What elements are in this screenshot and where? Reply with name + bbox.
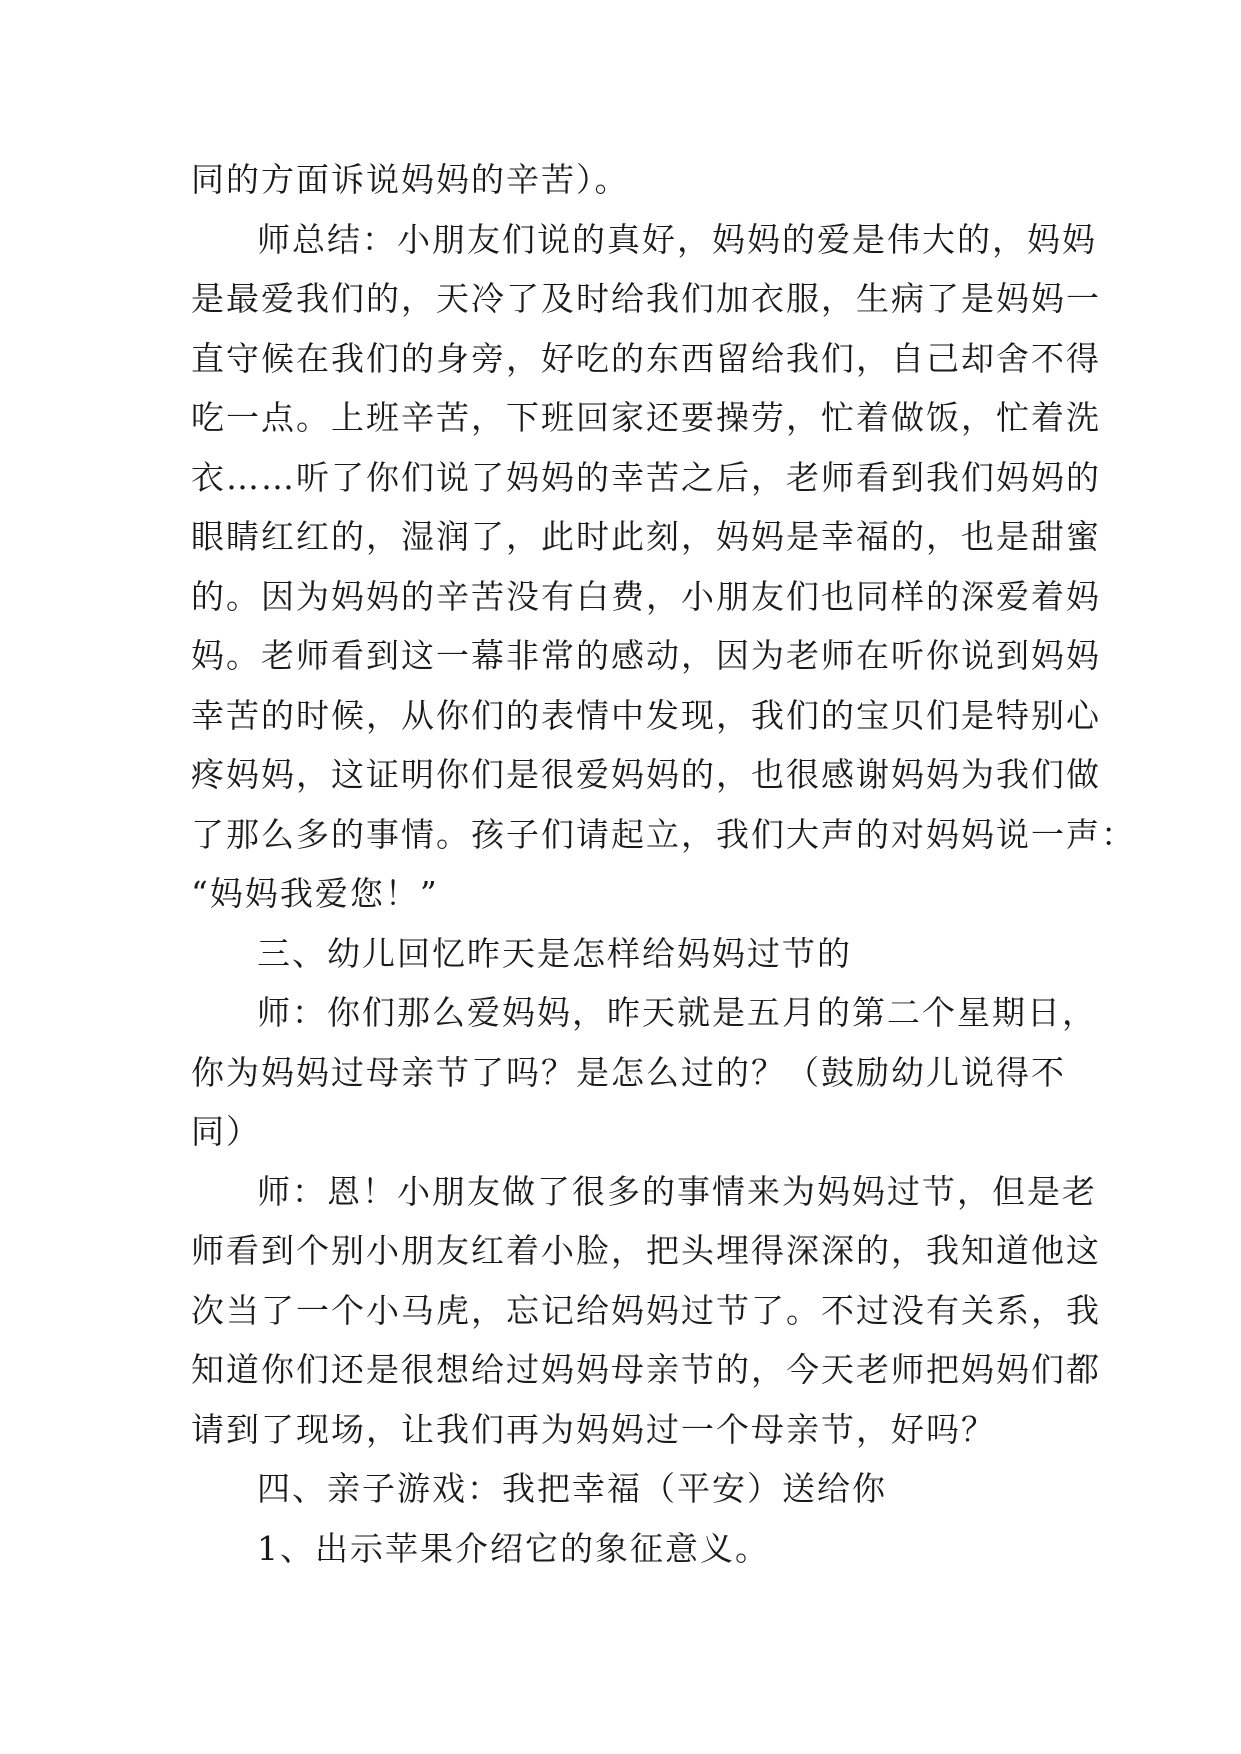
text-line: 了那么多的事情。孩子们请起立，我们大声的对妈妈说一声： bbox=[191, 814, 1136, 854]
text-line: 的。因为妈妈的辛苦没有白费，小朋友们也同样的深爱着妈 bbox=[191, 576, 1101, 616]
text-line: 吃一点。上班辛苦，下班回家还要操劳，忙着做饭，忙着洗 bbox=[191, 398, 1101, 437]
text-line: 幸苦的时候，从你们的表情中发现，我们的宝贝们是特别心 bbox=[191, 695, 1101, 735]
section-heading-four bbox=[191, 1459, 1061, 1519]
section-heading-three bbox=[191, 924, 1061, 984]
text-line: 你为妈妈过母亲节了吗？是怎么过的？（鼓励幼儿说得不 bbox=[191, 1052, 1066, 1092]
list-item-one bbox=[191, 1519, 1061, 1579]
text-line: 眼睛红红的，湿润了，此时此刻，妈妈是幸福的，也是甜蜜 bbox=[191, 517, 1101, 556]
text-line: 师：恩！小朋友做了很多的事情来为妈妈过节，但是老 bbox=[257, 1171, 1097, 1211]
paragraph-continuation bbox=[191, 150, 1061, 210]
text-line: 三、幼儿回忆昨天是怎样给妈妈过节的 bbox=[257, 933, 852, 973]
paragraph-teacher-response bbox=[191, 1162, 1101, 1460]
paragraph-teacher-summary bbox=[191, 210, 1136, 924]
text-line: 师：你们那么爱妈妈，昨天就是五月的第二个星期日， bbox=[257, 993, 1097, 1032]
text-line: 师总结：小朋友们说的真好，妈妈的爱是伟大的，妈妈 bbox=[257, 219, 1097, 259]
text-line: 妈。老师看到这一幕非常的感动，因为老师在听你说到妈妈 bbox=[191, 636, 1101, 675]
text-line: 次当了一个小马虎，忘记给妈妈过节了。不过没有关系，我 bbox=[191, 1290, 1101, 1330]
paragraph-teacher-question bbox=[191, 983, 1097, 1162]
text-line: 疼妈妈，这证明你们是很爱妈妈的，也很感谢妈妈为我们做 bbox=[191, 755, 1101, 794]
text-line: 同的方面诉说妈妈的辛苦）。 bbox=[191, 160, 630, 199]
text-line: 是最爱我们的，天冷了及时给我们加衣服，生病了是妈妈一 bbox=[191, 279, 1101, 318]
text-line: 同） bbox=[191, 1112, 261, 1151]
text-line: 衣……听了你们说了妈妈的幸苦之后，老师看到我们妈妈的 bbox=[191, 457, 1101, 497]
text-line: “妈妈我爱您！” bbox=[191, 874, 439, 913]
text-line: 1、出示苹果介绍它的象征意义。 bbox=[257, 1528, 770, 1568]
text-line: 知道你们还是很想给过妈妈母亲节的，今天老师把妈妈们都 bbox=[191, 1350, 1101, 1389]
text-line: 请到了现场，让我们再为妈妈过一个母亲节，好吗？ bbox=[191, 1409, 996, 1449]
text-line: 师看到个别小朋友红着小脸，把头埋得深深的，我知道他这 bbox=[191, 1231, 1101, 1270]
text-line: 四、亲子游戏：我把幸福（平安）送给你 bbox=[257, 1469, 887, 1508]
document-body bbox=[191, 150, 1136, 1578]
text-line: 直守候在我们的身旁，好吃的东西留给我们，自己却舍不得 bbox=[191, 338, 1101, 378]
